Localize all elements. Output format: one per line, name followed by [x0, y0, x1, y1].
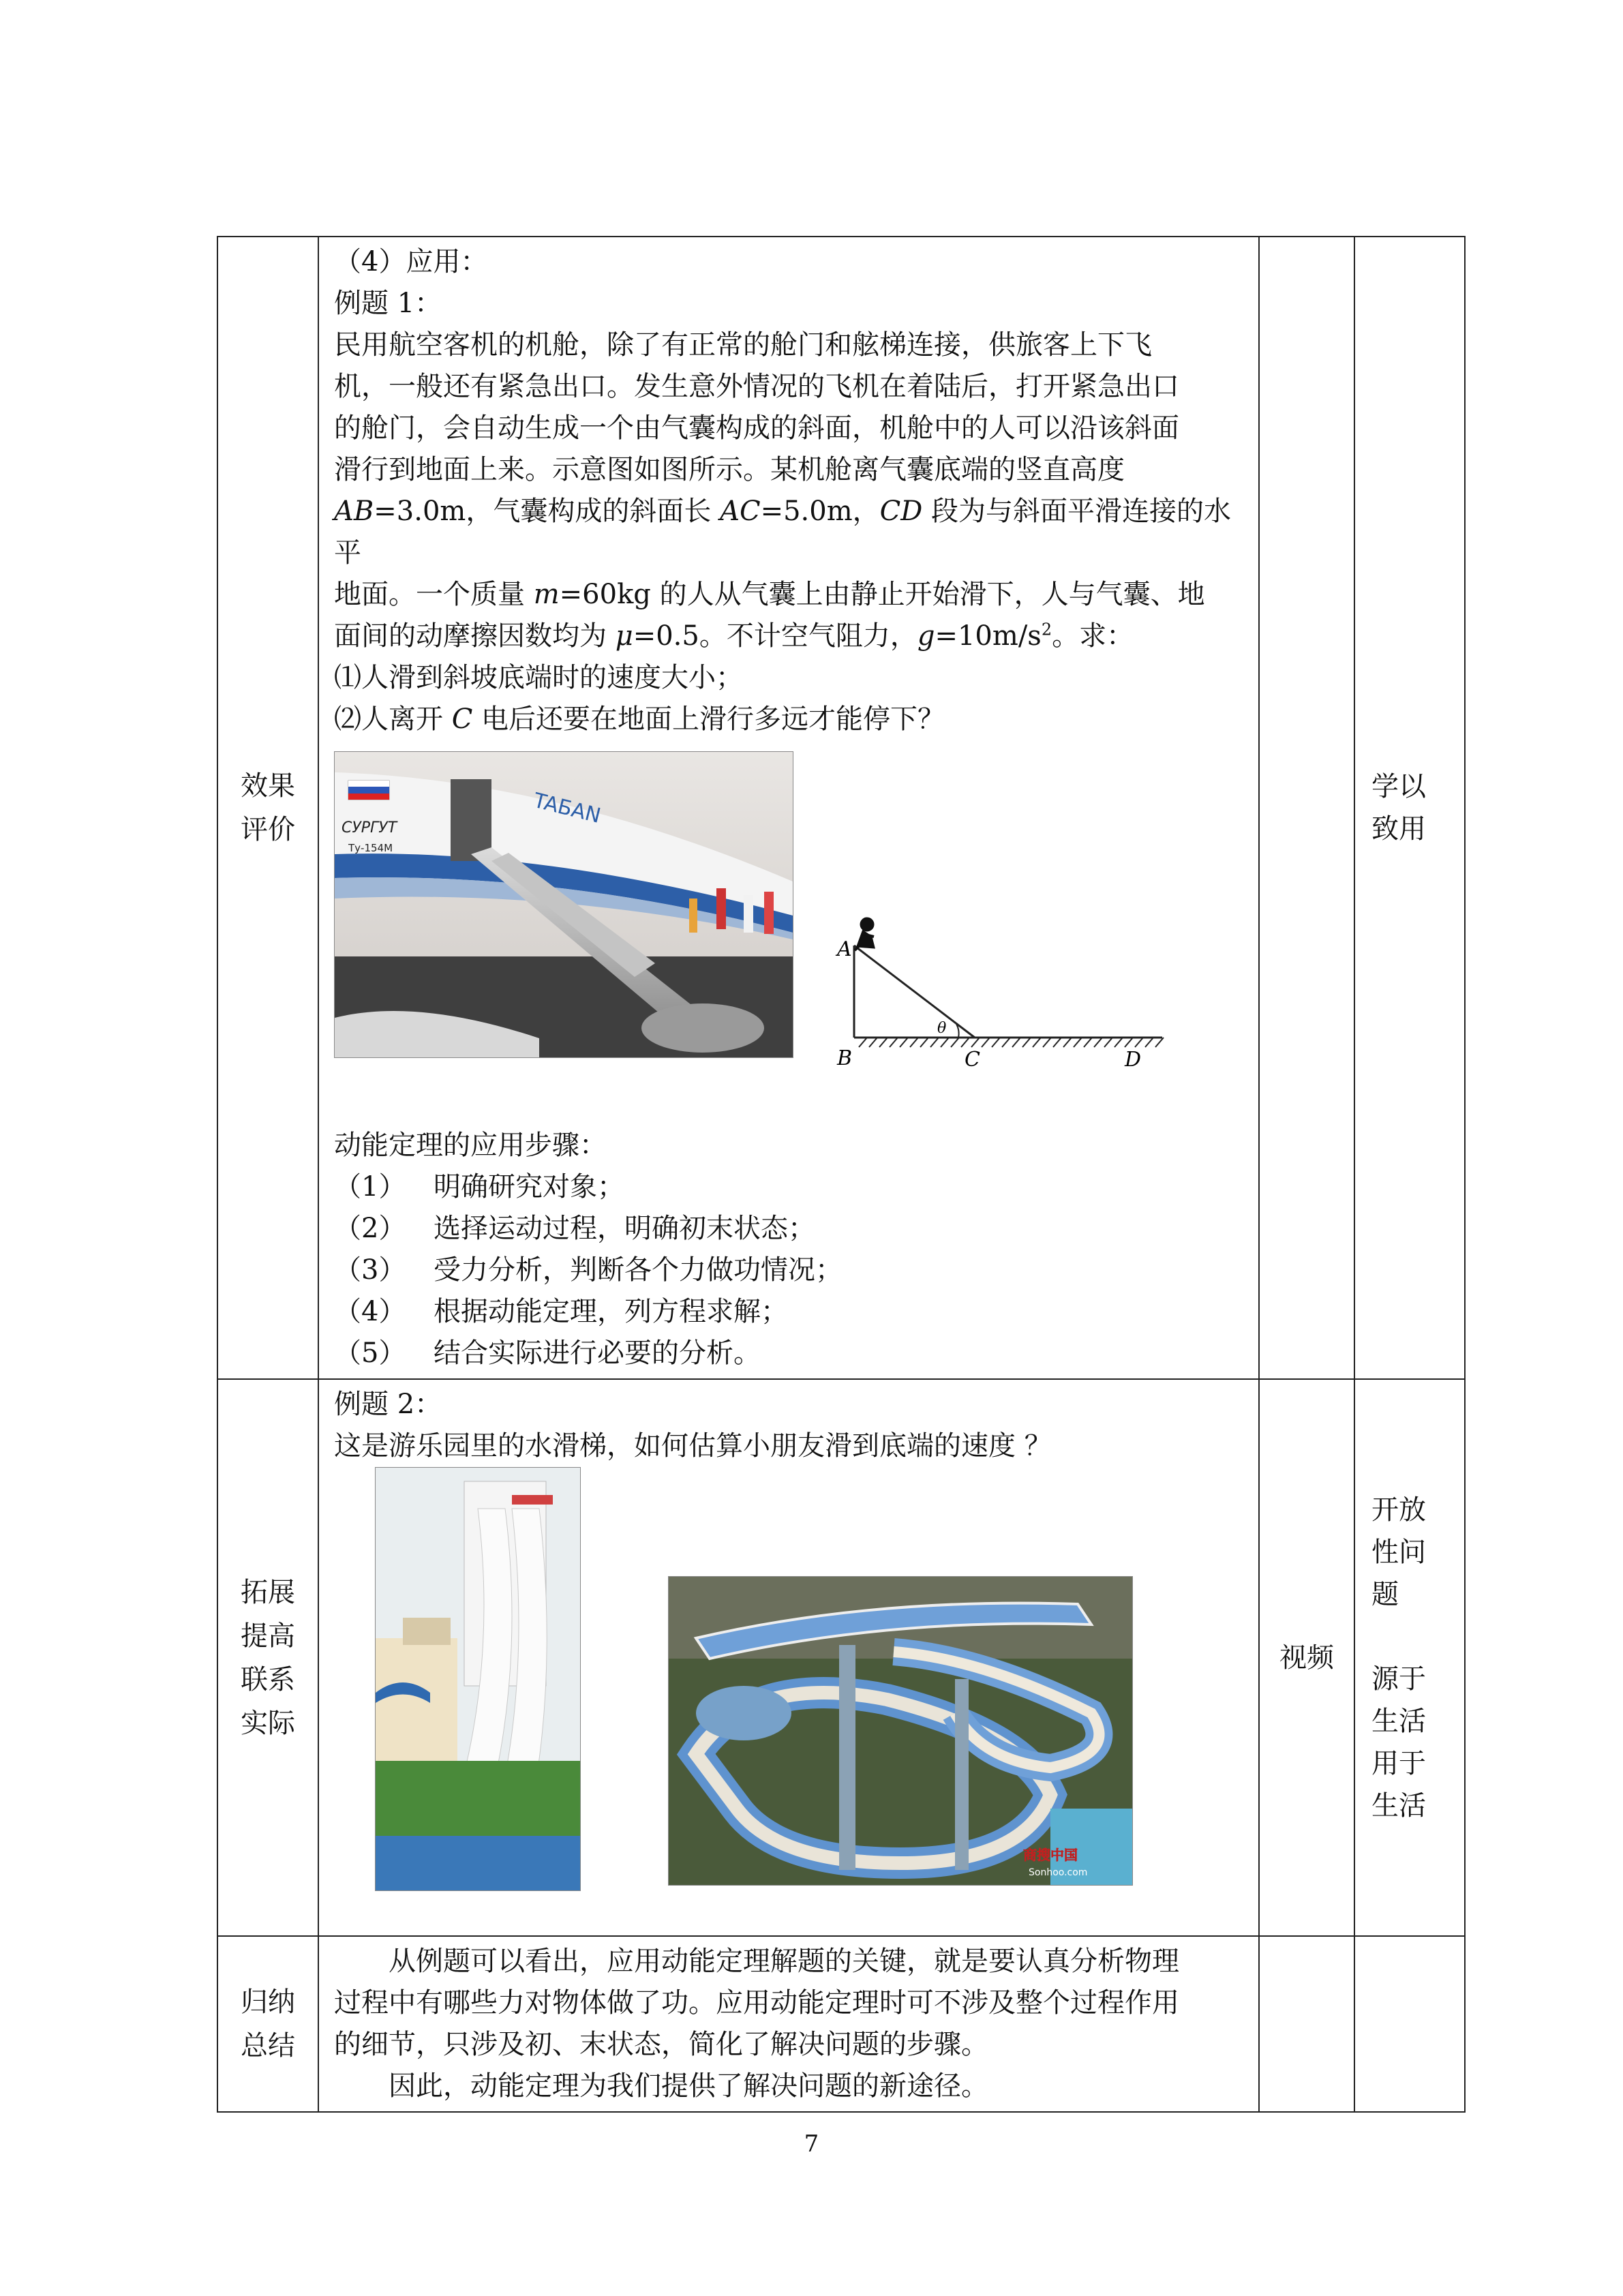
row1-col3-empty [1259, 237, 1354, 1379]
summary-line-3: 的细节，只涉及初、末状态，简化了解决问题的步骤。 [334, 2029, 988, 2060]
page-number: 7 [804, 2130, 819, 2158]
svg-text:СУРГУТ: СУРГУТ [342, 819, 397, 836]
water-slide-1-drawing [376, 1468, 580, 1890]
row2-resource-video: 视频 [1259, 1379, 1354, 1936]
question-2: ⑵人离开 C 电后还要在地面上滑行多远才能停下？ [334, 704, 945, 735]
problem-line-2: 机，一般还有紧急出口。发生意外情况的飞机在着陆后，打开紧急出口 [334, 371, 1179, 402]
problem-line-5: AB=3.0m，气囊构成的斜面长 AC=5.0m，CD 段为与斜面平滑连接的水平 [334, 496, 1232, 569]
summary-line-2: 过程中有哪些力对物体做了功。应用动能定理时可不涉及整个过程作用 [334, 1987, 1179, 2019]
heading-application: （4）应用： [334, 246, 488, 277]
example-2-title: 例题 2： [334, 1389, 442, 1420]
incline-diagram [798, 860, 1193, 1099]
summary-line-1: 从例题可以看出，应用动能定理解题的关键，就是要认真分析物理 [389, 1946, 1179, 1977]
svg-text:Sonhoo.com: Sonhoo.com [1029, 1867, 1088, 1878]
content-summary [318, 1936, 1259, 2112]
example-2-question: 这是游乐园里的水滑梯，如何估算小朋友滑到底端的速度 ？ [334, 1430, 1052, 1462]
row-summary [217, 1936, 1465, 2112]
svg-text:Ту-154М: Ту-154М [348, 842, 393, 854]
step-3: （3） 受力分析，判断各个力做功情况； [334, 1254, 843, 1286]
row-effect-evaluation [217, 237, 1465, 1379]
svg-text:商搜中国: 商搜中国 [1023, 1847, 1078, 1863]
water-slide-2-drawing [669, 1577, 1132, 1885]
problem-line-7: 面间的动摩擦因数均为 μ=0.5。不计空气阻力，$g=10m/s^2$。求： [334, 620, 1134, 652]
incline-diagram-svg [798, 860, 1193, 1099]
row-extension [217, 1379, 1465, 1936]
row3-col4-empty [1354, 1936, 1465, 2112]
example-1-title: 例题 1： [334, 288, 442, 319]
problem-line-4: 滑行到地面上来。示意图如图所示。某机舱离气囊底端的竖直高度 [334, 454, 1125, 485]
content-application [318, 237, 1259, 1379]
steps-title: 动能定理的应用步骤： [334, 1130, 607, 1161]
problem-line-1: 民用航空客机的机舱，除了有正常的舱门和舷梯连接，供旅客上下飞 [334, 329, 1152, 361]
row2-purpose: 开放 性问 题 源于 生活 用于 生活 [1354, 1379, 1465, 1936]
water-slide-photo-1 [375, 1467, 581, 1891]
water-slide-photo-2 [668, 1576, 1133, 1886]
svg-text:D: D [1125, 1048, 1142, 1072]
figure-row-2 [334, 1467, 1245, 1903]
row1-purpose: 学以 致用 [1354, 237, 1465, 1379]
svg-text:C: C [965, 1048, 980, 1072]
svg-text:TAБAN: TAБAN [531, 788, 603, 828]
step-2: （2） 选择运动过程，明确初末状态； [334, 1213, 815, 1244]
person-figure [855, 918, 874, 950]
content-example-2 [318, 1379, 1259, 1936]
row3-col3-empty [1259, 1936, 1354, 2112]
summary-conclusion: 因此，动能定理为我们提供了解决问题的新途径。 [389, 2070, 988, 2102]
airplane-slide-photo [334, 751, 793, 1058]
svg-text:θ: θ [937, 1020, 947, 1037]
step-1: （1） 明确研究对象； [334, 1171, 624, 1203]
step-4: （4） 根据动能定理，列方程求解； [334, 1296, 788, 1327]
figure-row-1 [334, 751, 1245, 1099]
problem-line-6: 地面。一个质量 m=60kg 的人从气囊上由静止开始滑下，人与气囊、地 [334, 579, 1205, 610]
row-label-effect-evaluation: 效果 评价 [217, 237, 318, 1379]
question-1: ⑴人滑到斜坡底端时的速度大小； [334, 662, 743, 693]
row-label-extension: 拓展 提高 联系 实际 [217, 1379, 318, 1936]
problem-line-3: 的舱门，会自动生成一个由气囊构成的斜面，机舱中的人可以沿该斜面 [334, 412, 1179, 444]
step-5: （5） 结合实际进行必要的分析。 [334, 1338, 761, 1369]
lesson-table [217, 236, 1466, 2113]
row-label-summary: 归纳 总结 [217, 1936, 318, 2112]
svg-text:A: A [837, 937, 852, 961]
airplane-photo-drawing [335, 752, 793, 1057]
svg-text:B: B [837, 1046, 853, 1070]
